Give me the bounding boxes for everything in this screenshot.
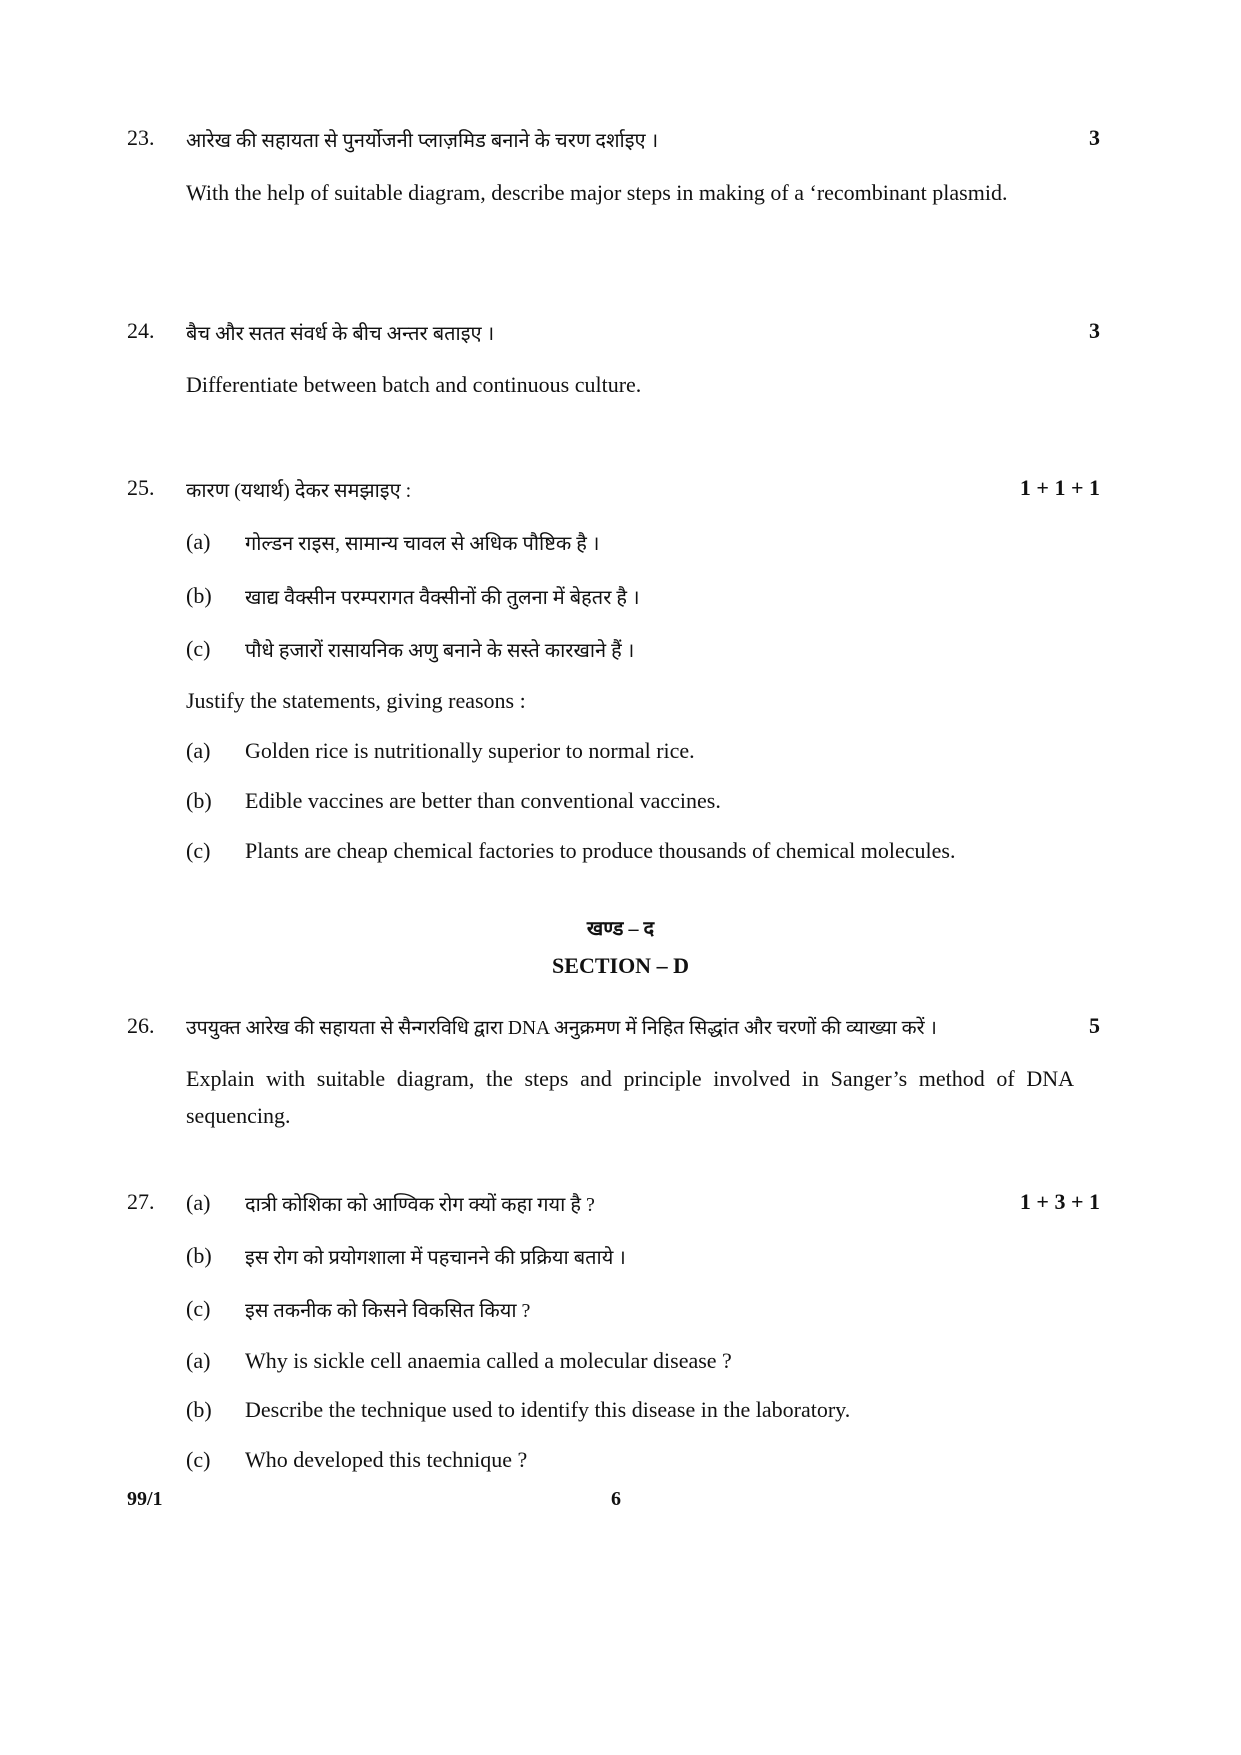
q25-hindi-c-label: (c) (186, 636, 211, 661)
q27-english-a-label: (a) (186, 1348, 211, 1373)
q24-english: Differentiate between batch and continuous culture. (186, 372, 642, 397)
q25-english-c-text: Plants are cheap chemical factories to produce thousands of chemical molecules. (245, 838, 956, 863)
q27-hindi-a-label: (a) (186, 1190, 211, 1215)
q26-english: Explain with suitable diagram, the steps and principle involved in Sanger’s method of DNA sequencing. (186, 1066, 1074, 1128)
section-heading-hindi: खण्ड – द (586, 918, 655, 940)
q23-english: With the help of suitable diagram, describe major steps in making of a ‘recombinant plasmid. (186, 180, 1008, 205)
q25-hindi-c-text: पौधे हजारों रासायनिक अणु बनाने के सस्ते कारखाने हैं । (245, 640, 635, 662)
q25-english-b-text: Edible vaccines are better than conventional vaccines. (245, 788, 721, 813)
q24-hindi: बैच और सतत संवर्ध के बीच अन्तर बताइए । (186, 323, 495, 345)
q25-english-a-text: Golden rice is nutritionally superior to normal rice. (245, 738, 695, 763)
q25-english-c-label: (c) (186, 838, 211, 863)
q27-hindi-c-text: इस तकनीक को किसने विकसित किया ? (245, 1300, 531, 1322)
paper-code: 99/1 (127, 1488, 163, 1510)
q27-english-c-text: Who developed this technique ? (245, 1447, 528, 1472)
section-heading-english: SECTION – D (552, 953, 689, 978)
q25-hindi-b-label: (b) (186, 583, 212, 608)
q27-hindi-a-text: दात्री कोशिका को आण्विक रोग क्यों कहा गया है ? (245, 1194, 595, 1216)
q25-hindi-b-text: खाद्य वैक्सीन परम्परागत वैक्सीनों की तुलना में बेहतर है । (245, 587, 640, 609)
q25-number: 25. (127, 475, 155, 500)
q25-english-a-label: (a) (186, 738, 211, 763)
q27-english-c-label: (c) (186, 1447, 211, 1472)
q27-hindi-b-text: इस रोग को प्रयोगशाला में पहचानने की प्रक्रिया बताये । (245, 1247, 626, 1269)
q27-hindi-b-label: (b) (186, 1243, 212, 1268)
q26-number: 26. (127, 1013, 155, 1038)
q27-english-b-label: (b) (186, 1397, 212, 1422)
q23-hindi: आरेख की सहायता से पुनर्योजनी प्लाज़मिड बनाने के चरण दर्शाइए । (186, 130, 659, 152)
q25-hindi: कारण (यथार्थ) देकर समझाइए : (186, 480, 412, 502)
q25-marks: 1 + 1 + 1 (1019, 475, 1100, 500)
q25-hindi-a-label: (a) (186, 529, 211, 554)
q25-english: Justify the statements, giving reasons : (186, 688, 526, 713)
q26-hindi: उपयुक्त आरेख की सहायता से सैन्गरविधि द्वारा DNA अनुक्रमण में निहित सिद्धांत और चरणों की व्याख्या करें । (186, 1018, 937, 1039)
q27-hindi-c-label: (c) (186, 1296, 211, 1321)
page-number: 6 (611, 1488, 621, 1510)
q27-marks: 1 + 3 + 1 (1019, 1189, 1100, 1214)
q27-english-b-text: Describe the technique used to identify this disease in the laboratory. (245, 1397, 851, 1422)
q26-marks: 5 (1089, 1013, 1100, 1038)
q24-marks: 3 (1089, 318, 1100, 343)
q27-number: 27. (127, 1189, 155, 1214)
q24-number: 24. (127, 318, 155, 343)
q23-marks: 3 (1089, 125, 1100, 150)
q23-number: 23. (127, 125, 155, 150)
q25-english-b-label: (b) (186, 788, 212, 813)
q27-english-a-text: Why is sickle cell anaemia called a molecular disease ? (245, 1348, 732, 1373)
q25-hindi-a-text: गोल्डन राइस, सामान्य चावल से अधिक पौष्टिक है । (245, 533, 600, 555)
